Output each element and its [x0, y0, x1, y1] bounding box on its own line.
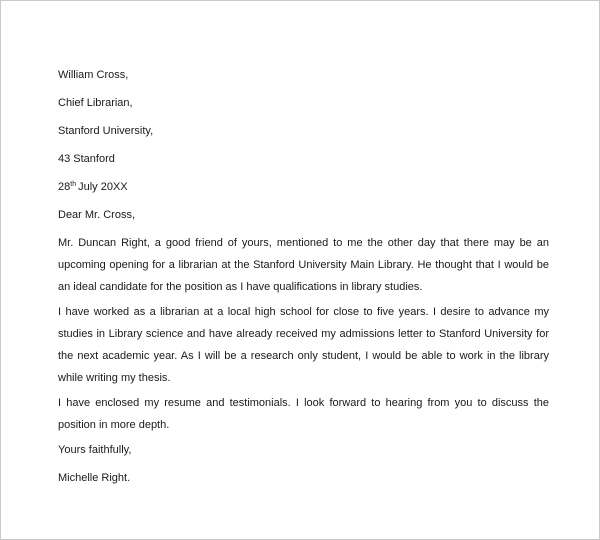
recipient-title: Chief Librarian,	[58, 97, 133, 109]
recipient-street: 43 Stanford	[58, 153, 115, 165]
recipient-organization: Stanford University,	[58, 125, 154, 137]
salutation: Dear Mr. Cross,	[58, 209, 136, 221]
date-ordinal-suffix: th	[70, 181, 77, 188]
recipient-name: William Cross,	[58, 69, 129, 81]
closing-phrase: Yours faithfully,	[58, 444, 132, 456]
date-month-year: July 20XX	[78, 181, 128, 193]
body-paragraph-2: I have worked as a librarian at a local high school for close to five years. I desire to advance my studies in Library science and have already received my admissions letter to Stanford University for the next academic year. As I will be a research only student, I would be able to work in the library while writing my thesis.	[58, 306, 549, 384]
date-day: 28	[58, 181, 71, 193]
signature-name: Michelle Right.	[58, 472, 131, 484]
letter-body	[58, 232, 549, 436]
body-paragraph-1: Mr. Duncan Right, a good friend of yours, mentioned to me the other day that there may be an upcoming opening for a librarian at the Stanford University Main Library. He thought that I would be an ideal candidate for the position as I have qualifications in library studies.	[58, 237, 549, 293]
recipient-address-block	[58, 64, 549, 170]
date-line	[58, 176, 549, 198]
body-paragraph-3: I have enclosed my resume and testimonials. I look forward to hearing from you to discuss the position in more depth.	[58, 397, 549, 431]
